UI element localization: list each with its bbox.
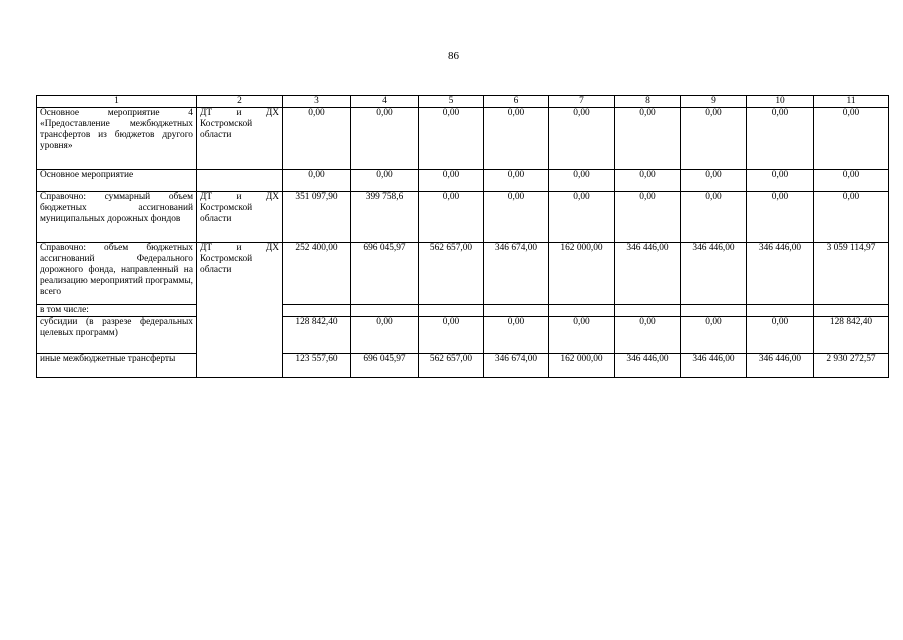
value-cell: 0,00 [747,192,814,243]
row-name-cell: иные межбюджетные трансферты [37,354,197,378]
value-cell: 0,00 [484,108,549,170]
column-header: 2 [197,96,283,108]
value-cell: 0,00 [549,170,615,192]
page-number: 86 [448,50,459,62]
value-cell: 128 842,40 [283,317,351,354]
value-cell [549,305,615,317]
value-cell: 346 446,00 [681,354,747,378]
value-cell: 0,00 [681,170,747,192]
value-cell: 399 758,6 [351,192,419,243]
column-header: 11 [814,96,889,108]
value-cell: 0,00 [814,108,889,170]
value-cell: 346 446,00 [615,354,681,378]
row-name-cell: субсидии (в разрезе федеральных целевых программ) [37,317,197,354]
value-cell: 351 097,90 [283,192,351,243]
value-cell: 0,00 [419,317,484,354]
value-cell: 0,00 [814,192,889,243]
value-cell: 0,00 [419,192,484,243]
value-cell [484,305,549,317]
value-cell: 346 674,00 [484,354,549,378]
executor-cell [197,170,283,192]
value-cell: 0,00 [419,108,484,170]
column-header: 5 [419,96,484,108]
value-cell: 0,00 [747,170,814,192]
row-name-cell: Основное мероприятие [37,170,197,192]
column-header: 8 [615,96,681,108]
table-row [37,317,889,354]
value-cell: 346 674,00 [484,243,549,305]
value-cell: 0,00 [549,192,615,243]
value-cell: 0,00 [351,317,419,354]
column-header: 9 [681,96,747,108]
column-header: 1 [37,96,197,108]
table-row [37,170,889,192]
value-cell [419,305,484,317]
table-row [37,192,889,243]
value-cell: 346 446,00 [681,243,747,305]
value-cell [681,305,747,317]
table-row [37,354,889,378]
column-number-row [37,96,889,108]
value-cell: 0,00 [283,170,351,192]
table-row [37,305,889,317]
value-cell: 696 045,97 [351,354,419,378]
column-header: 6 [484,96,549,108]
value-cell [283,305,351,317]
value-cell: 0,00 [351,170,419,192]
column-header: 10 [747,96,814,108]
value-cell: 346 446,00 [747,354,814,378]
value-cell: 0,00 [484,170,549,192]
value-cell: 0,00 [747,108,814,170]
column-header: 3 [283,96,351,108]
value-cell: 0,00 [681,108,747,170]
value-cell: 0,00 [814,170,889,192]
executor-cell: ДТ и ДХ Костромской области [197,192,283,243]
value-cell: 3 059 114,97 [814,243,889,305]
value-cell: 562 657,00 [419,243,484,305]
executor-cell: ДТ и ДХ Костромской области [197,108,283,170]
column-header: 4 [351,96,419,108]
value-cell: 0,00 [351,108,419,170]
row-name-cell: Справочно: суммарный объем бюджетных ассигнований муниципальных дорожных фондов [37,192,197,243]
table-row [37,108,889,170]
value-cell: 252 400,00 [283,243,351,305]
value-cell: 0,00 [484,317,549,354]
value-cell: 562 657,00 [419,354,484,378]
value-cell: 346 446,00 [615,243,681,305]
value-cell: 0,00 [747,317,814,354]
row-name-cell: Справочно: объем бюджетных ассигнований Федерального дорожного фонда, направленный на реализацию мероприятий программы, всего [37,243,197,305]
value-cell: 0,00 [615,170,681,192]
executor-cell: ДТ и ДХ Костромской области [197,243,283,378]
budget-table [36,95,889,378]
value-cell: 162 000,00 [549,243,615,305]
value-cell: 123 557,60 [283,354,351,378]
value-cell: 0,00 [615,317,681,354]
row-name-cell: Основное мероприятие 4 «Предоставление межбюджетных трансфертов из бюджетов другого уровня» [37,108,197,170]
value-cell: 128 842,40 [814,317,889,354]
value-cell [747,305,814,317]
column-header: 7 [549,96,615,108]
value-cell: 0,00 [549,317,615,354]
value-cell [615,305,681,317]
value-cell: 0,00 [484,192,549,243]
row-name-cell: в том числе: [37,305,197,317]
value-cell: 0,00 [419,170,484,192]
value-cell: 162 000,00 [549,354,615,378]
value-cell: 2 930 272,57 [814,354,889,378]
table-row [37,243,889,305]
value-cell: 0,00 [681,317,747,354]
value-cell: 0,00 [283,108,351,170]
value-cell [351,305,419,317]
value-cell: 0,00 [615,108,681,170]
value-cell: 0,00 [549,108,615,170]
value-cell [814,305,889,317]
value-cell: 0,00 [681,192,747,243]
value-cell: 346 446,00 [747,243,814,305]
value-cell: 0,00 [615,192,681,243]
value-cell: 696 045,97 [351,243,419,305]
